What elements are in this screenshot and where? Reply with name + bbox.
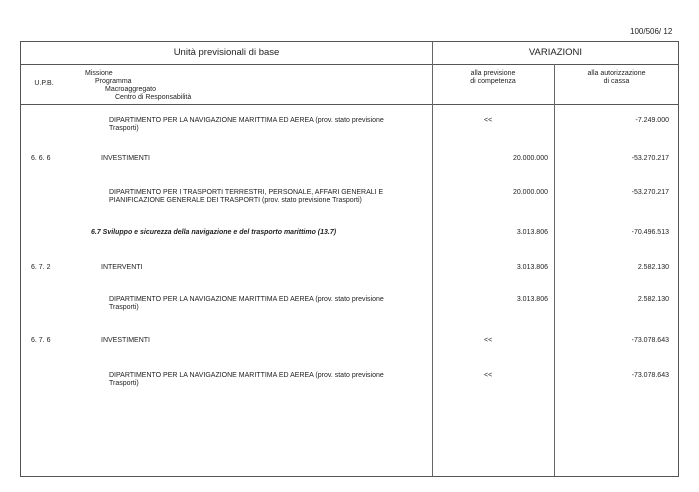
hierarchy-column-header [85, 70, 191, 102]
hierarchy-missione: Missione [85, 70, 113, 77]
subheader-divider [21, 104, 678, 105]
header-divider [21, 64, 678, 65]
row-cassa: -7.249.000 [635, 117, 669, 124]
row-competenza: 20.000.000 [512, 155, 548, 162]
row-competenza: 3.013.806 [516, 264, 548, 271]
header-variazioni: VARIAZIONI [528, 47, 583, 58]
row-cassa: -53.270.217 [631, 155, 669, 162]
row-description: INVESTIMENTI [101, 337, 151, 344]
upb-column-header: U.P.B. [34, 80, 54, 87]
header-unita-previsionali: Unità previsionali di base [173, 47, 280, 58]
row-cassa: 2.582.130 [637, 264, 669, 271]
page-number: 100/506/ 12 [630, 27, 673, 36]
row-description: INTERVENTI [101, 264, 143, 271]
row-cassa: -70.496.513 [631, 229, 669, 236]
row-competenza: << [484, 337, 493, 344]
row-cassa: -73.078.643 [631, 337, 669, 344]
row-upb: 6. 6. 6 [31, 155, 51, 162]
row-description: 6.7 Sviluppo e sicurezza della navigazione e del trasporto marittimo (13.7) [91, 229, 337, 236]
variations-table [20, 41, 679, 477]
hierarchy-programma: Programma [95, 78, 132, 85]
competenza-header-line: alla previsione [470, 70, 516, 77]
row-upb: 6. 7. 2 [31, 264, 51, 271]
row-cassa: -53.270.217 [631, 189, 669, 196]
cassa-column-header [554, 70, 679, 86]
cassa-header-line: alla autorizzazione [587, 70, 646, 77]
row-description: DIPARTIMENTO PER I TRASPORTI TERRESTRI, PERSONALE, AFFARI GENERALI E PIANIFICAZIONE GENERALE DEI TRASPORTI (prov. stato previsione Trasporti) [109, 189, 384, 204]
row-competenza: << [484, 372, 493, 379]
row-competenza: 3.013.806 [516, 296, 548, 303]
hierarchy-centro: Centro di Responsabilità [115, 94, 192, 101]
row-description: DIPARTIMENTO PER LA NAVIGAZIONE MARITTIMA ED AEREA (prov. stato previsione Trasporti) [109, 117, 384, 132]
row-cassa: -73.078.643 [631, 372, 669, 379]
hierarchy-macroaggregato: Macroaggregato [105, 86, 156, 93]
competenza-header-line: di competenza [470, 78, 516, 85]
row-upb: 6. 7. 6 [31, 337, 51, 344]
row-description: INVESTIMENTI [101, 155, 151, 162]
row-description: DIPARTIMENTO PER LA NAVIGAZIONE MARITTIMA ED AEREA (prov. stato previsione Trasporti) [109, 296, 384, 311]
competenza-column-header [432, 70, 554, 86]
row-cassa: 2.582.130 [637, 296, 669, 303]
row-competenza: 20.000.000 [512, 189, 548, 196]
row-competenza: 3.013.806 [516, 229, 548, 236]
column-divider [554, 64, 555, 476]
cassa-header-line: di cassa [603, 78, 630, 85]
row-competenza: << [484, 117, 493, 124]
column-divider [432, 42, 433, 476]
row-description: DIPARTIMENTO PER LA NAVIGAZIONE MARITTIMA ED AEREA (prov. stato previsione Trasporti) [109, 372, 384, 387]
